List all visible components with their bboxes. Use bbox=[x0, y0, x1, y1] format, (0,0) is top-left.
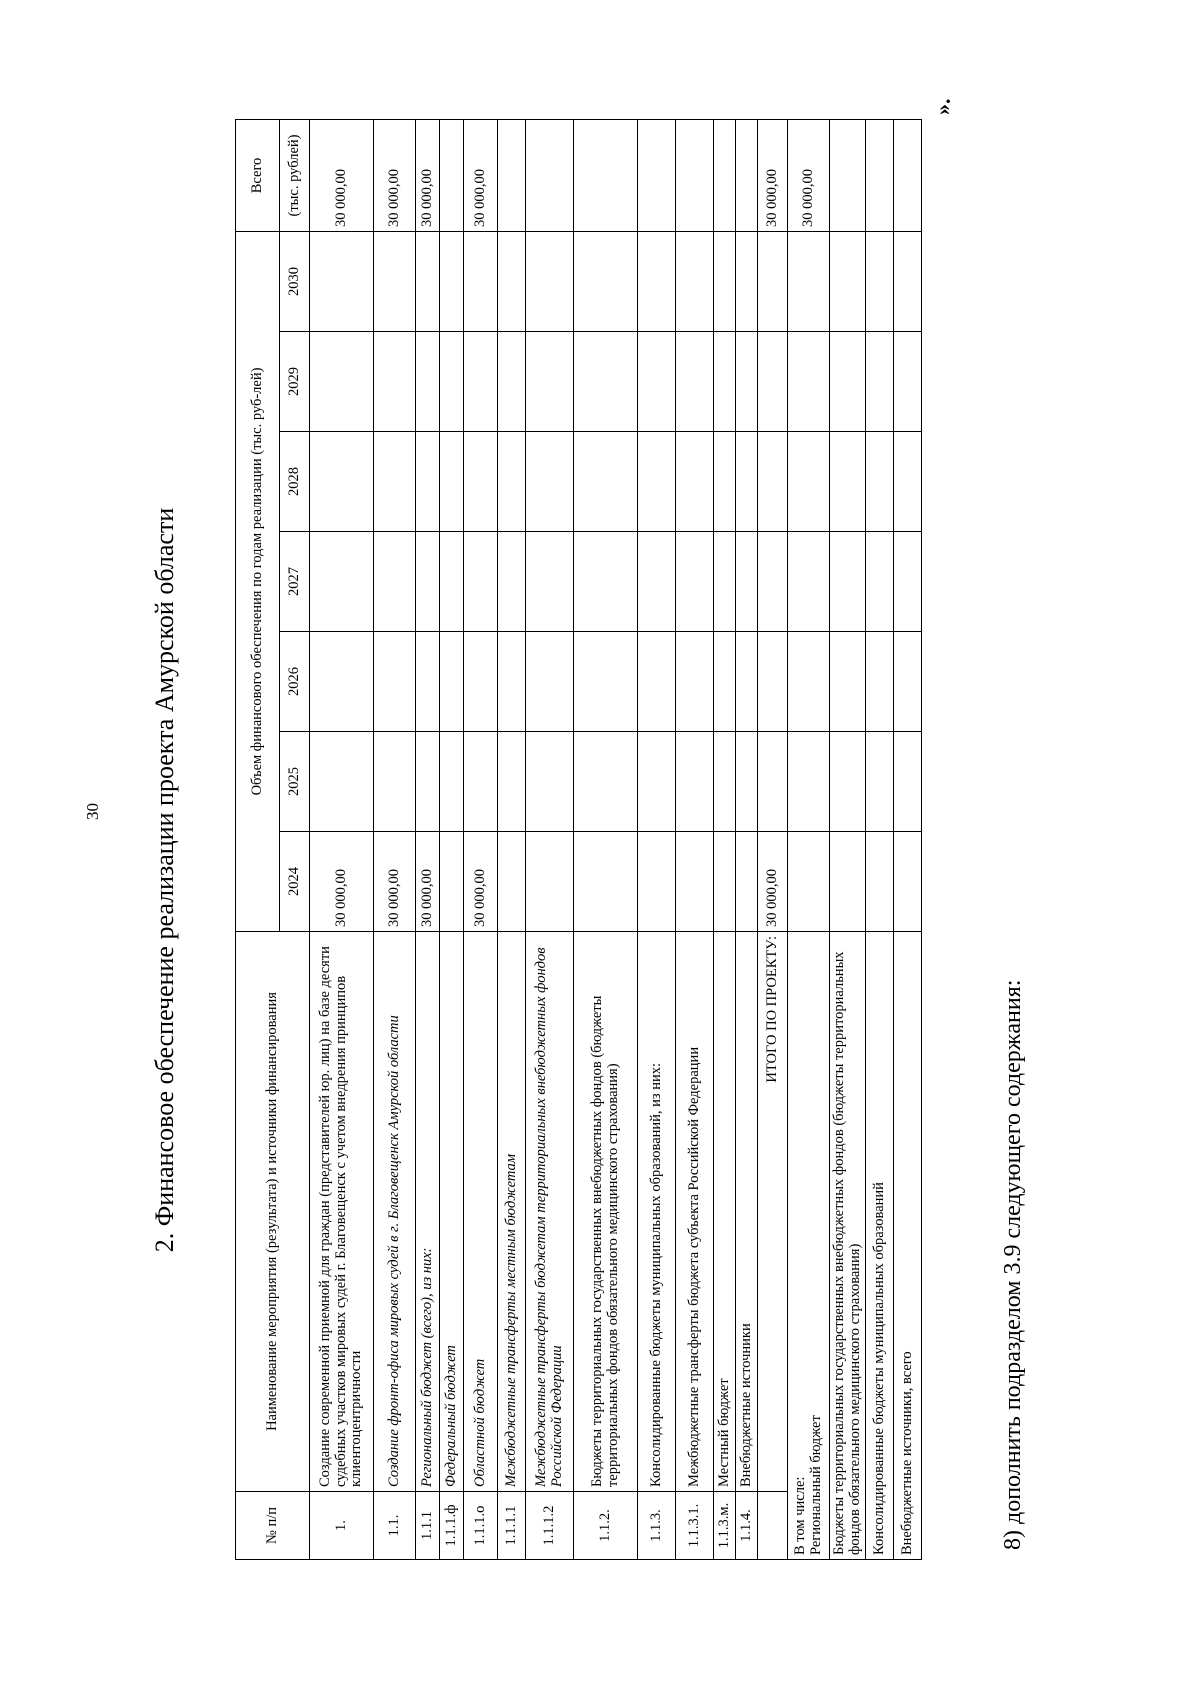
value-2024: 30 000,00 bbox=[374, 832, 416, 932]
row-name: Межбюджетные трансферты местным бюджетам bbox=[498, 932, 526, 1492]
itogo-label: ИТОГО ПО ПРОЕКТУ: bbox=[758, 932, 788, 1492]
row-name: Консолидированные бюджеты муниципальных образований, из них: bbox=[638, 932, 676, 1492]
table-row bbox=[574, 119, 638, 1559]
extra-row-label: Бюджеты территориальных государственных внебюджетных фондов (бюджеты территориальных фондов обязательного медицинского страхования) bbox=[830, 932, 866, 1560]
extra-row-label: Консолидированные бюджеты муниципальных образований bbox=[866, 932, 894, 1560]
including-label: В том числе: bbox=[791, 1476, 808, 1555]
section-title: 2. Финансовое обеспечение реализации проекта Амурской области bbox=[150, 507, 179, 1253]
including-row bbox=[788, 119, 830, 1559]
extra-row-label: Внебюджетные источники, всего bbox=[894, 932, 922, 1560]
header-volume: Объем финансового обеспечения по годам реализации (тыс. руб-лей) bbox=[236, 231, 280, 931]
rotated-page-content bbox=[150, 100, 1070, 1660]
value-2024: 30 000,00 bbox=[310, 832, 374, 932]
table-row bbox=[310, 119, 374, 1559]
header-year: 2024 bbox=[280, 832, 310, 932]
value-total: 30 000,00 bbox=[464, 119, 498, 231]
row-num: 1.1.3.1. bbox=[676, 1492, 714, 1560]
value-2024: 30 000,00 bbox=[416, 832, 440, 932]
row-name: Создание фронт-офиса мировых судей в г. Благовещенск Амурской области bbox=[374, 932, 416, 1492]
itogo-2024: 30 000,00 bbox=[758, 832, 788, 932]
table-row bbox=[714, 119, 736, 1559]
extra-row bbox=[866, 119, 894, 1559]
row-num: 1.1.1.2 bbox=[526, 1492, 574, 1560]
itogo-total: 30 000,00 bbox=[758, 119, 788, 231]
row-name: Местный бюджет bbox=[714, 932, 736, 1492]
value-total: 30 000,00 bbox=[310, 119, 374, 231]
row-num: 1.1.3.м. bbox=[714, 1492, 736, 1560]
row-name: Межбюджетные трансферты бюджетам территориальных внебюджетных фондов Российской Федерации bbox=[526, 932, 574, 1492]
header-num: № п/п bbox=[236, 1492, 310, 1560]
header-year: 2028 bbox=[280, 432, 310, 532]
header-year: 2026 bbox=[280, 632, 310, 732]
footer-text: 8) дополнить подразделом 3.9 следующего содержания: bbox=[1000, 979, 1026, 1550]
row-name: Бюджеты территориальных государственных внебюджетных фондов (бюджеты территориальных фондов обязательного медицинского страхования) bbox=[574, 932, 638, 1492]
row-num: 1.1. bbox=[374, 1492, 416, 1560]
value-total: 30 000,00 bbox=[416, 119, 440, 231]
row-name: Федеральный бюджет bbox=[440, 932, 464, 1492]
row-num: 1.1.2. bbox=[574, 1492, 638, 1560]
table-row bbox=[736, 119, 758, 1559]
including-cell bbox=[788, 932, 830, 1560]
including-regional: Региональный бюджет bbox=[807, 1415, 824, 1555]
row-num: 1.1.1 bbox=[416, 1492, 440, 1560]
table-row bbox=[464, 119, 498, 1559]
header-year: 2025 bbox=[280, 732, 310, 832]
table-row bbox=[638, 119, 676, 1559]
row-num: 1.1.1.ф bbox=[440, 1492, 464, 1560]
row-name: Региональный бюджет (всего), из них: bbox=[416, 932, 440, 1492]
including-total: 30 000,00 bbox=[788, 119, 830, 231]
row-name: Создание современной приемной для граждан (представителей юр. лиц) на базе десяти судебных участков мировых судей г. Благовещенск с учетом внедрения принципов клиентоцентричности bbox=[310, 932, 374, 1492]
header-year: 2030 bbox=[280, 231, 310, 331]
extra-row bbox=[830, 119, 866, 1559]
value-2024: 30 000,00 bbox=[464, 832, 498, 932]
extra-row bbox=[894, 119, 922, 1559]
row-num: 1. bbox=[310, 1492, 374, 1560]
row-num: 1.1.1.о bbox=[464, 1492, 498, 1560]
financing-table bbox=[235, 119, 922, 1560]
closing-quote-mark: ». bbox=[930, 98, 955, 115]
table-row bbox=[374, 119, 416, 1559]
table-row bbox=[498, 119, 526, 1559]
table-row bbox=[676, 119, 714, 1559]
itogo-row bbox=[758, 119, 788, 1559]
table-row bbox=[526, 119, 574, 1559]
row-num: 1.1.3. bbox=[638, 1492, 676, 1560]
header-total: Всего bbox=[236, 119, 280, 231]
row-num: 1.1.4. bbox=[736, 1492, 758, 1560]
page-number: 30 bbox=[83, 803, 102, 820]
row-num: 1.1.1.1 bbox=[498, 1492, 526, 1560]
row-name: Внебюджетные источники bbox=[736, 932, 758, 1492]
row-name: Областной бюджет bbox=[464, 932, 498, 1492]
header-total-unit: (тыс. рублей) bbox=[280, 119, 310, 231]
table-row bbox=[416, 119, 440, 1559]
header-year: 2029 bbox=[280, 332, 310, 432]
table-row bbox=[440, 119, 464, 1559]
header-name: Наименование мероприятия (результата) и источники финансирования bbox=[236, 932, 310, 1492]
header-year: 2027 bbox=[280, 532, 310, 632]
row-name: Межбюджетные трансферты бюджета субъекта Российской Федерации bbox=[676, 932, 714, 1492]
value-total: 30 000,00 bbox=[374, 119, 416, 231]
